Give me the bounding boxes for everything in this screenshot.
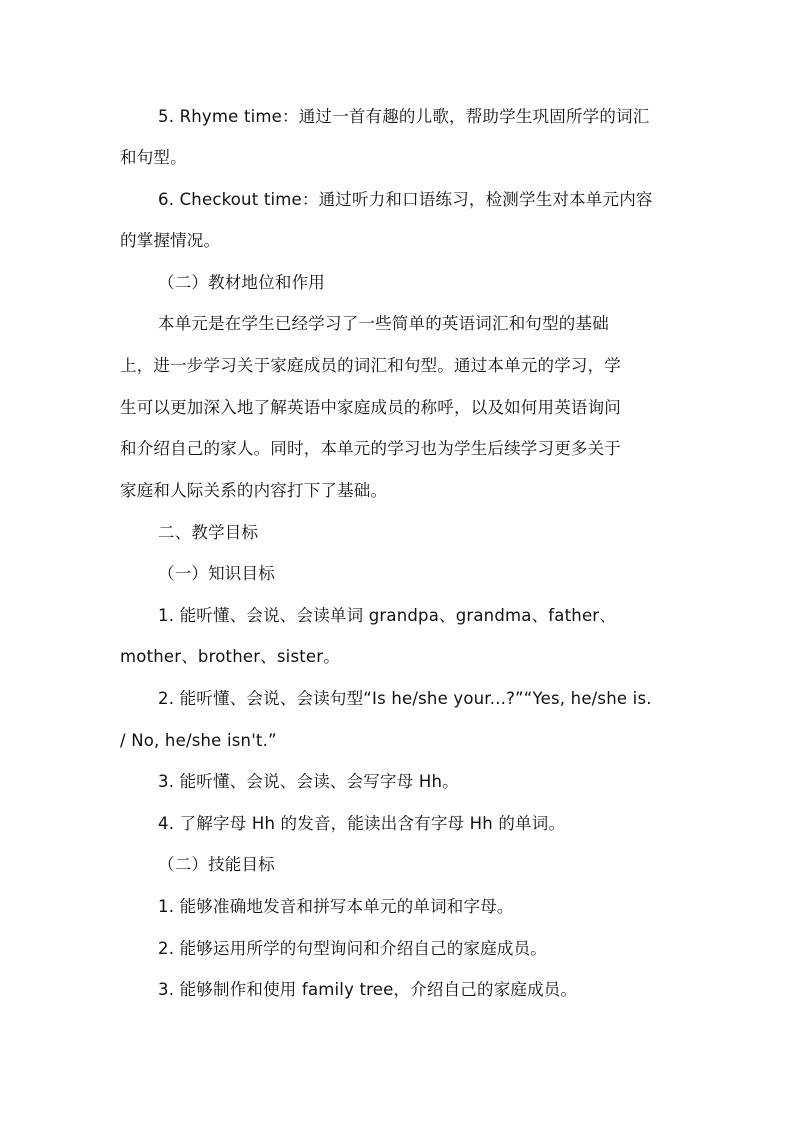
knowledge-goal-2-cont: / No, he/she isn't.” [120, 731, 277, 750]
skill-goal-1: 1. 能够准确地发音和拼写本单元的单词和字母。 [158, 897, 514, 916]
text-line-rhyme-time-cont: 和句型。 [120, 148, 187, 167]
section-heading-skill-goals: （二）技能目标 [158, 855, 275, 874]
knowledge-goal-4: 4. 了解字母 Hh 的发音，能读出含有字母 Hh 的单词。 [158, 814, 566, 833]
knowledge-goal-1-cont: mother、brother、sister。 [120, 647, 340, 666]
paragraph-line-3: 生可以更加深入地了解英语中家庭成员的称呼，以及如何用英语询问 [120, 398, 621, 417]
paragraph-line-4: 和介绍自己的家人。同时，本单元的学习也为学生后续学习更多关于 [120, 439, 621, 458]
section-heading-teaching-goals: 二、教学目标 [158, 523, 259, 542]
section-heading-knowledge-goals: （一）知识目标 [158, 564, 275, 583]
text-line-checkout-time: 6. Checkout time：通过听力和口语练习，检测学生对本单元内容 [158, 190, 653, 209]
paragraph-line-5: 家庭和人际关系的内容打下了基础。 [120, 481, 388, 500]
section-heading-textbook-role: （二）教材地位和作用 [158, 273, 325, 292]
knowledge-goal-3: 3. 能听懂、会说、会读、会写字母 Hh。 [158, 772, 459, 791]
paragraph-line-1: 本单元是在学生已经学习了一些简单的英语词汇和句型的基础 [158, 314, 609, 333]
knowledge-goal-1: 1. 能听懂、会说、会读单词 grandpa、grandma、father、 [158, 606, 616, 625]
text-line-checkout-time-cont: 的掌握情况。 [120, 231, 221, 250]
text-line-rhyme-time: 5. Rhyme time：通过一首有趣的儿歌，帮助学生巩固所学的词汇 [158, 107, 650, 126]
skill-goal-3: 3. 能够制作和使用 family tree，介绍自己的家庭成员。 [158, 980, 578, 999]
skill-goal-2: 2. 能够运用所学的句型询问和介绍自己的家庭成员。 [158, 939, 547, 958]
paragraph-line-2: 上，进一步学习关于家庭成员的词汇和句型。通过本单元的学习，学 [120, 356, 621, 375]
knowledge-goal-2: 2. 能听懂、会说、会读句型“Is he/she your...?”“Yes, he/she is. [158, 689, 652, 708]
